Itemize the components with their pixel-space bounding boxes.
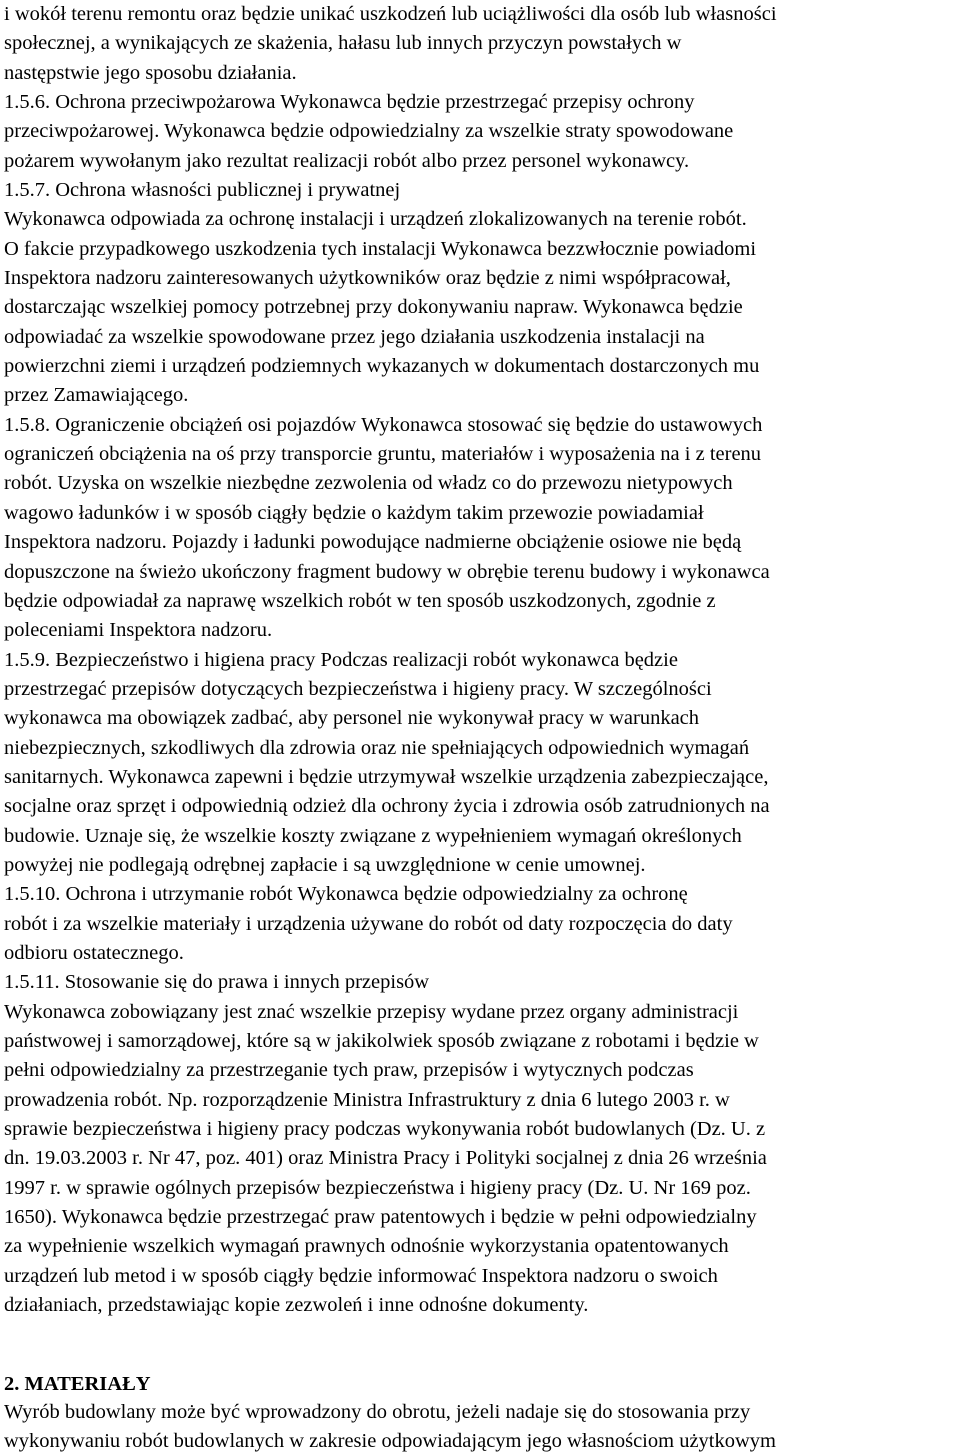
text-line: powierzchni ziemi i urządzeń podziemnych wykazanych w dokumentach dostarczonych mu [4, 355, 760, 378]
text-line: Wyrób budowlany może być wprowadzony do obrotu, jeżeli nadaje się do stosowania przy [4, 1401, 751, 1423]
text-line: Wykonawca odpowiada za ochronę instalacji i urządzeń zlokalizowanych na terenie robót. [4, 208, 747, 231]
text-line: 1650). Wykonawca będzie przestrzegać praw patentowych i będzie w pełni odpowiedzialny [4, 1205, 757, 1228]
text-line: 1.5.11. Stosowanie się do prawa i innych przepisów [4, 971, 430, 994]
text-line: ograniczeń obciążenia na oś przy transporcie gruntu, materiałów i wyposażenia na i z terenu [4, 443, 762, 466]
text-line: za wypełnienie wszelkich wymagań prawnych odnośnie wykorzystania opatentowanych [4, 1235, 729, 1258]
section-heading: 2. MATERIAŁY [4, 1373, 151, 1395]
text-line: sanitarnych. Wykonawca zapewni i będzie utrzymywał wszelkie urządzenia zabezpieczające, [4, 765, 769, 788]
text-line: dopuszczone na świeżo ukończony fragment budowy w obrębie terenu budowy i wykonawca [4, 560, 770, 583]
text-line: 1.5.6. Ochrona przeciwpożarowa Wykonawca będzie przestrzegać przepisy ochrony [4, 91, 695, 113]
text-line: wykonawca ma obowiązek zadbać, aby personel nie wykonywał pracy w warunkach [4, 707, 700, 730]
text-line: odpowiadać za wszelkie spowodowane przez jego działania uszkodzenia instalacji na [4, 325, 705, 348]
text-line: O fakcie przypadkowego uszkodzenia tych instalacji Wykonawca bezzwłocznie powiadomi [4, 237, 757, 260]
text-line: 1.5.8. Ograniczenie obciążeń osi pojazdów Wykonawca stosować się będzie do ustawowych [4, 413, 763, 436]
text-line: niebezpiecznych, szkodliwych dla zdrowia oraz nie spełniających odpowiednich wymagań [4, 736, 750, 759]
text-line: następstwie jego sposobu działania. [4, 61, 297, 84]
text-line: dn. 19.03.2003 r. Nr 47, poz. 401) oraz Ministra Pracy i Polityki socjalnej z dnia 26 września [4, 1147, 767, 1170]
text-line: Inspektora nadzoru. Pojazdy i ładunki powodujące nadmierne obciążenie osiowe nie będą [4, 531, 742, 554]
text-line: 1.5.9. Bezpieczeństwo i higiena pracy Podczas realizacji robót wykonawca będzie [4, 648, 678, 671]
text-line: poleceniami Inspektora nadzoru. [4, 619, 273, 642]
text-line: robót. Uzyska on wszelkie niezbędne zezwolenia od władz co do przewozu nietypowych [4, 472, 733, 495]
text-line: pełni odpowiedzialny za przestrzeganie tych praw, przepisów i wytycznych podczas [4, 1059, 694, 1082]
text-line: i wokół terenu remontu oraz będzie unikać uszkodzeń lub uciążliwości dla osób lub własności [4, 3, 777, 25]
text-line: państwowej i samorządowej, które są w jakikolwiek sposób związane z robotami i będzie w [4, 1029, 759, 1052]
text-line: społecznej, a wynikających ze skażenia, hałasu lub innych przyczyn powstałych w [4, 32, 682, 55]
text-line: 1997 r. w sprawie ogólnych przepisów bezpieczeństwa i higieny pracy (Dz. U. Nr 169 poz. [4, 1176, 751, 1199]
text-line: będzie odpowiadał za naprawę wszelkich robót w ten sposób uszkodzonych, zgodnie z [4, 589, 716, 612]
text-line: wagowo ładunków i w sposób ciągły będzie o każdym takim przewozie powiadamiał [4, 501, 704, 524]
text-line: robót i za wszelkie materiały i urządzenia używane do robót od daty rozpoczęcia do daty [4, 912, 733, 935]
text-line: sprawie bezpieczeństwa i higieny pracy podczas wykonywania robót budowlanych (Dz. U. z [4, 1117, 766, 1140]
text-line: przeciwpożarowej. Wykonawca będzie odpowiedzialny za wszelkie straty spowodowane [4, 120, 734, 143]
text-line: 1.5.10. Ochrona i utrzymanie robót Wykonawca będzie odpowiedzialny za ochronę [4, 883, 688, 906]
text-line: odbioru ostatecznego. [4, 941, 184, 964]
text-line: budowie. Uznaje się, że wszelkie koszty związane z wypełnieniem wymagań określonych [4, 824, 742, 847]
text-line: przestrzegać przepisów dotyczących bezpieczeństwa i higieny pracy. W szczególności [4, 677, 712, 700]
text-line: prowadzenia robót. Np. rozporządzenie Ministra Infrastruktury z dnia 6 lutego 2003 r. w [4, 1088, 730, 1111]
text-line: pożarem wywołanym jako rezultat realizacji robót albo przez personel wykonawcy. [4, 149, 690, 172]
text-line: socjalne oraz sprzęt i odpowiednią odzież dla ochrony życia i zdrowia osób zatrudnionych na [4, 795, 770, 818]
text-line: dostarczając wszelkiej pomocy potrzebnej przy dokonywaniu napraw. Wykonawca będzie [4, 296, 743, 319]
text-line: 1.5.7. Ochrona własności publicznej i prywatnej [4, 179, 401, 201]
text-line: przez Zamawiającego. [4, 384, 189, 407]
text-line: Inspektora nadzoru zainteresowanych użytkowników oraz będzie z nimi współpracował, [4, 267, 731, 290]
document-page [4, 0, 960, 1456]
text-line: działaniach, przedstawiając kopie zezwoleń i inne odnośne dokumenty. [4, 1294, 589, 1316]
text-line: Wykonawca zobowiązany jest znać wszelkie przepisy wydane przez organy administracji [4, 1000, 739, 1023]
text-line: powyżej nie podlegają odrębnej zapłacie i są uwzględnione w cenie umownej. [4, 853, 646, 876]
text-line: urządzeń lub metod i w sposób ciągły będzie informować Inspektora nadzoru o swoich [4, 1264, 718, 1287]
text-line: wykonywaniu robót budowlanych w zakresie odpowiadającym jego własnościom użytkowym [4, 1430, 776, 1452]
